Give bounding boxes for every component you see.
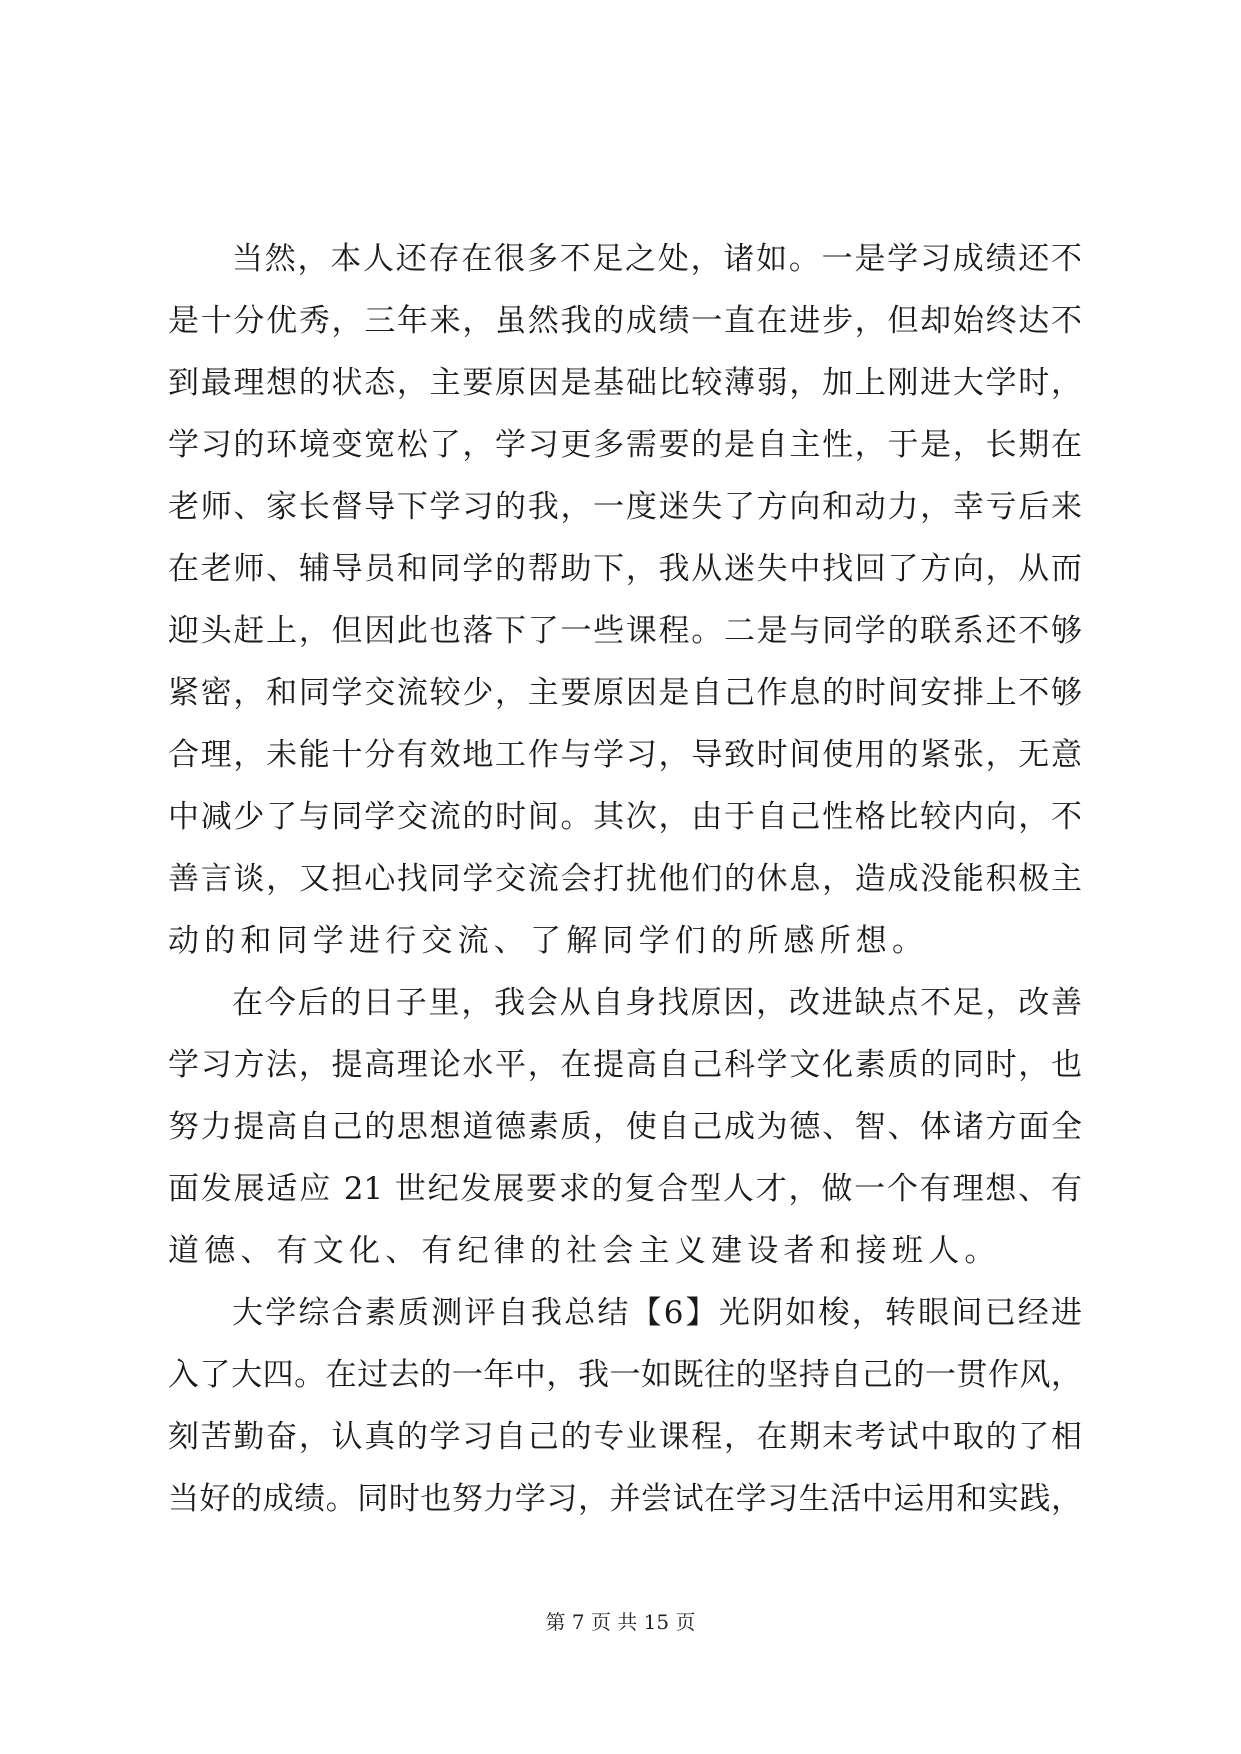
paragraph-line: 道德、有文化、有纪律的社会主义建设者和接班人。 bbox=[168, 1233, 1001, 1269]
paragraph-line: 努力提高自己的思想道德素质，使自己成为德、智、体诸方面全 bbox=[168, 1109, 1082, 1145]
page-number-footer: 第 7 页 共 15 页 bbox=[545, 1610, 696, 1634]
paragraph-line: 学习的环境变宽松了，学习更多需要的是自主性，于是，长期在 bbox=[168, 427, 1082, 463]
paragraph-line: 入了大四。在过去的一年中，我一如既往的坚持自己的一贯作风， bbox=[168, 1357, 1082, 1393]
paragraph-line: 面发展适应 21 世纪发展要求的复合型人才，做一个有理想、有 bbox=[168, 1171, 1082, 1207]
paragraph-line: 老师、家长督导下学习的我，一度迷失了方向和动力，幸亏后来 bbox=[168, 489, 1082, 525]
paragraph-line: 紧密，和同学交流较少，主要原因是自己作息的时间安排上不够 bbox=[168, 675, 1082, 711]
paragraph-line: 刻苦勤奋，认真的学习自己的专业课程，在期末考试中取的了相 bbox=[168, 1419, 1082, 1455]
paragraph-line: 是十分优秀，三年来，虽然我的成绩一直在进步，但却始终达不 bbox=[168, 303, 1082, 339]
paragraph-line: 大学综合素质测评自我总结【6】光阴如梭，转眼间已经进 bbox=[232, 1295, 1082, 1331]
document-body bbox=[168, 228, 1082, 1530]
paragraph-line: 当然，本人还存在很多不足之处，诸如。一是学习成绩还不 bbox=[232, 241, 1082, 277]
paragraph-line: 动的和同学进行交流、了解同学们的所感所想。 bbox=[168, 923, 929, 959]
paragraph-line: 善言谈，又担心找同学交流会打扰他们的休息，造成没能积极主 bbox=[168, 861, 1082, 897]
paragraph-line: 迎头赶上，但因此也落下了一些课程。二是与同学的联系还不够 bbox=[168, 613, 1082, 649]
paragraph-line: 到最理想的状态，主要原因是基础比较薄弱，加上刚进大学时， bbox=[168, 365, 1082, 401]
paragraph-line: 学习方法，提高理论水平，在提高自己科学文化素质的同时，也 bbox=[168, 1047, 1082, 1083]
paragraph-line: 中减少了与同学交流的时间。其次，由于自己性格比较内向，不 bbox=[168, 799, 1082, 835]
paragraph-line: 在今后的日子里，我会从自身找原因，改进缺点不足，改善 bbox=[232, 985, 1082, 1021]
paragraph-line: 合理，未能十分有效地工作与学习，导致时间使用的紧张，无意 bbox=[168, 737, 1082, 773]
paragraph-line: 当好的成绩。同时也努力学习，并尝试在学习生活中运用和实践， bbox=[168, 1481, 1082, 1517]
paragraph-line: 在老师、辅导员和同学的帮助下，我从迷失中找回了方向，从而 bbox=[168, 551, 1082, 587]
